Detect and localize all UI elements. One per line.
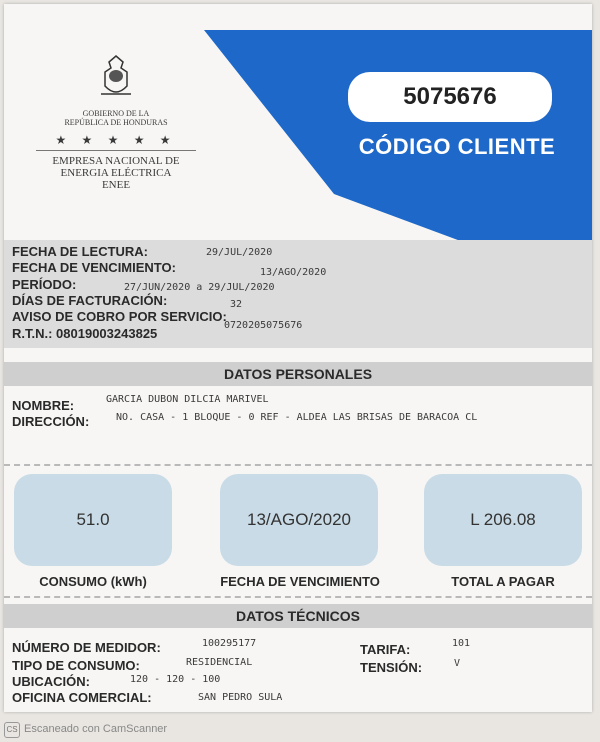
government-label: GOBIERNO DE LA REPÚBLICA DE HONDURAS: [64, 109, 168, 127]
tariff-label: TARIFA:: [360, 642, 411, 657]
voltage-label: TENSIÓN:: [360, 660, 423, 675]
divider: [36, 150, 196, 151]
billing-days: 32: [230, 299, 243, 310]
consumption-type-label: TIPO DE CONSUMO:: [12, 658, 140, 673]
total-box: [424, 474, 582, 566]
enee-logo: [36, 54, 196, 191]
notice-number: 0720205075676: [224, 320, 303, 331]
camscanner-icon: CS: [4, 722, 20, 738]
consumption-label: CONSUMO (kWh): [39, 574, 147, 589]
period-label: PERÍODO:: [12, 277, 77, 292]
technical-data-title: DATOS TÉCNICOS: [4, 604, 592, 628]
due-date: 13/AGO/2020: [260, 267, 327, 278]
office: SAN PEDRO SULA: [198, 692, 283, 703]
reading-date-label: FECHA DE LECTURA:: [12, 244, 149, 259]
due-date-label: FECHA DE VENCIMIENTO:: [12, 260, 176, 275]
customer-name: GARCIA DUBON DILCIA MARIVEL: [106, 394, 269, 405]
stars: ★ ★ ★ ★ ★: [55, 133, 177, 147]
client-code: 5075676: [348, 72, 552, 122]
dashed-divider: [4, 596, 592, 598]
consumption-value: 51.0: [76, 510, 110, 529]
customer-address: NO. CASA - 1 BLOQUE - 0 REF - ALDEA LAS BRISAS DE BARACOA CL: [116, 412, 478, 423]
reading-date: 29/JUL/2020: [206, 247, 273, 258]
coat-of-arms-icon: [93, 54, 139, 100]
location: 120 - 120 - 100: [130, 674, 221, 685]
voltage: V: [454, 658, 461, 669]
period: 27/JUN/2020 a 29/JUL/2020: [124, 282, 275, 293]
client-code-label: CÓDIGO CLIENTE: [358, 134, 556, 159]
location-label: UBICACIÓN:: [12, 674, 90, 689]
dashed-divider: [4, 464, 592, 466]
notice-label: AVISO DE COBRO POR SERVICIO:: [12, 309, 227, 324]
company-name: EMPRESA NACIONAL DE ENERGIA ELÉCTRICA ENEE: [52, 155, 180, 191]
total-label: TOTAL A PAGAR: [451, 574, 555, 589]
address-label: DIRECCIÓN:: [12, 414, 90, 429]
billing-details: [4, 240, 592, 348]
personal-data-title: DATOS PERSONALES: [4, 362, 592, 386]
total-value: L 206.08: [470, 510, 536, 529]
scan-footer: [0, 720, 600, 742]
receipt: [4, 4, 592, 712]
rtn: R.T.N.: 08019003243825: [12, 326, 158, 341]
consumption-type: RESIDENCIAL: [186, 657, 253, 668]
scan-footer-text: Escaneado con CamScanner: [24, 723, 168, 735]
office-label: OFICINA COMERCIAL:: [12, 690, 152, 705]
due-date-box-label: FECHA DE VENCIMIENTO: [220, 574, 380, 589]
due-date-box: [220, 474, 378, 566]
billing-days-label: DÍAS DE FACTURACIÓN:: [12, 293, 168, 308]
meter-number-label: NÚMERO DE MEDIDOR:: [12, 640, 161, 655]
meter-number: 100295177: [202, 638, 257, 649]
due-date-value: 13/AGO/2020: [247, 510, 351, 529]
name-label: NOMBRE:: [12, 398, 75, 413]
consumption-box: [14, 474, 172, 566]
tariff: 101: [452, 638, 471, 649]
